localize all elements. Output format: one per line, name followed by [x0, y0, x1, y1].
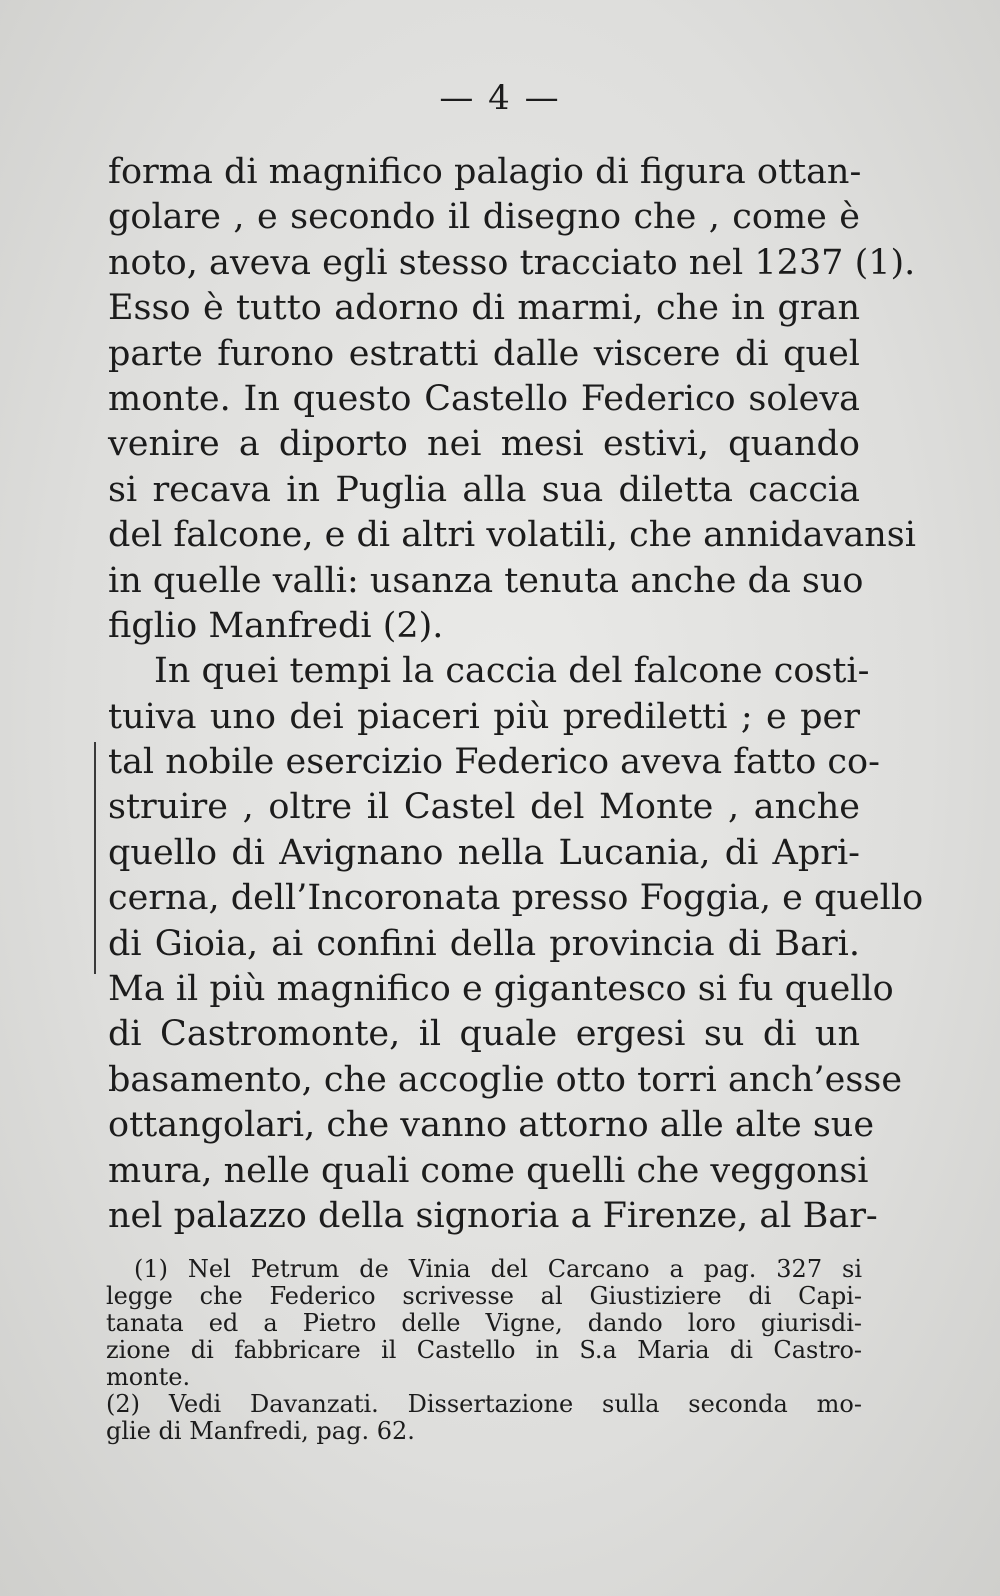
text-line: di Castromonte, il quale ergesi su di un — [108, 1014, 860, 1055]
footnote-line: (1) Nel Petrum de Vinia del Carcano a pag. 327 si — [134, 1255, 862, 1283]
text-line: golare , e secondo il disegno che , come è — [108, 197, 860, 238]
text-line: si recava in Puglia alla sua diletta caccia — [108, 469, 860, 510]
text-line: basamento, che accoglie otto torri anch’esse — [108, 1059, 903, 1100]
footnote-line: glie di Manfredi, pag. 62. — [106, 1417, 415, 1445]
footnotes — [106, 1256, 862, 1445]
text-line: In quei tempi la caccia del falcone costi- — [154, 651, 870, 692]
text-line: Esso è tutto adorno di marmi, che in gran — [108, 288, 860, 329]
text-line: quello di Avignano nella Lucania, di Apri- — [108, 832, 860, 873]
text-line: noto, aveva egli stesso tracciato nel 1237 (1). — [108, 242, 916, 283]
text-line: venire a diporto nei mesi estivi, quando — [108, 424, 860, 465]
footnote-line: legge che Federico scrivesse al Giustiziere di Capi- — [106, 1282, 862, 1310]
body-text — [108, 150, 924, 1239]
footnote-line: (2) Vedi Davanzati. Dissertazione sulla seconda mo- — [106, 1390, 862, 1418]
text-line: del falcone, e di altri volatili, che annidavansi — [108, 515, 916, 556]
text-line: parte furono estratti dalle viscere di quel — [108, 333, 860, 374]
text-line: forma di magnifico palagio di figura ottan- — [108, 152, 862, 192]
text-line: figlio Manfredi (2). — [108, 605, 444, 646]
text-line: di Gioia, ai confini della provincia di Bari. — [108, 923, 860, 964]
text-line: mura, nelle quali come quelli che veggonsi — [108, 1150, 869, 1191]
footnote-line: monte. — [106, 1363, 191, 1391]
text-line: tuiva uno dei piaceri più prediletti ; e per — [108, 696, 860, 737]
page-number: — 4 — — [439, 78, 561, 118]
text-line: cerna, dell’Incoronata presso Foggia, e quello — [108, 878, 924, 919]
text-line: nel palazzo della signoria a Firenze, al Bar- — [108, 1195, 878, 1236]
text-line: tal nobile esercizio Federico aveva fatto co- — [108, 742, 880, 783]
footnote-line: tanata ed a Pietro delle Vigne, dando loro giurisdi- — [106, 1309, 862, 1337]
text-line: Ma il più magnifico e gigantesco si fu quello — [108, 969, 894, 1010]
text-line: in quelle valli: usanza tenuta anche da suo — [108, 560, 864, 601]
margin-pencil-mark — [94, 742, 96, 974]
text-line: monte. In questo Castello Federico soleva — [108, 378, 860, 419]
footnote-line: zione di fabbricare il Castello in S.a Maria di Castro- — [106, 1336, 862, 1364]
text-line: ottangolari, che vanno attorno alle alte sue — [108, 1105, 875, 1146]
text-line: struire , oltre il Castel del Monte , anche — [108, 787, 860, 828]
